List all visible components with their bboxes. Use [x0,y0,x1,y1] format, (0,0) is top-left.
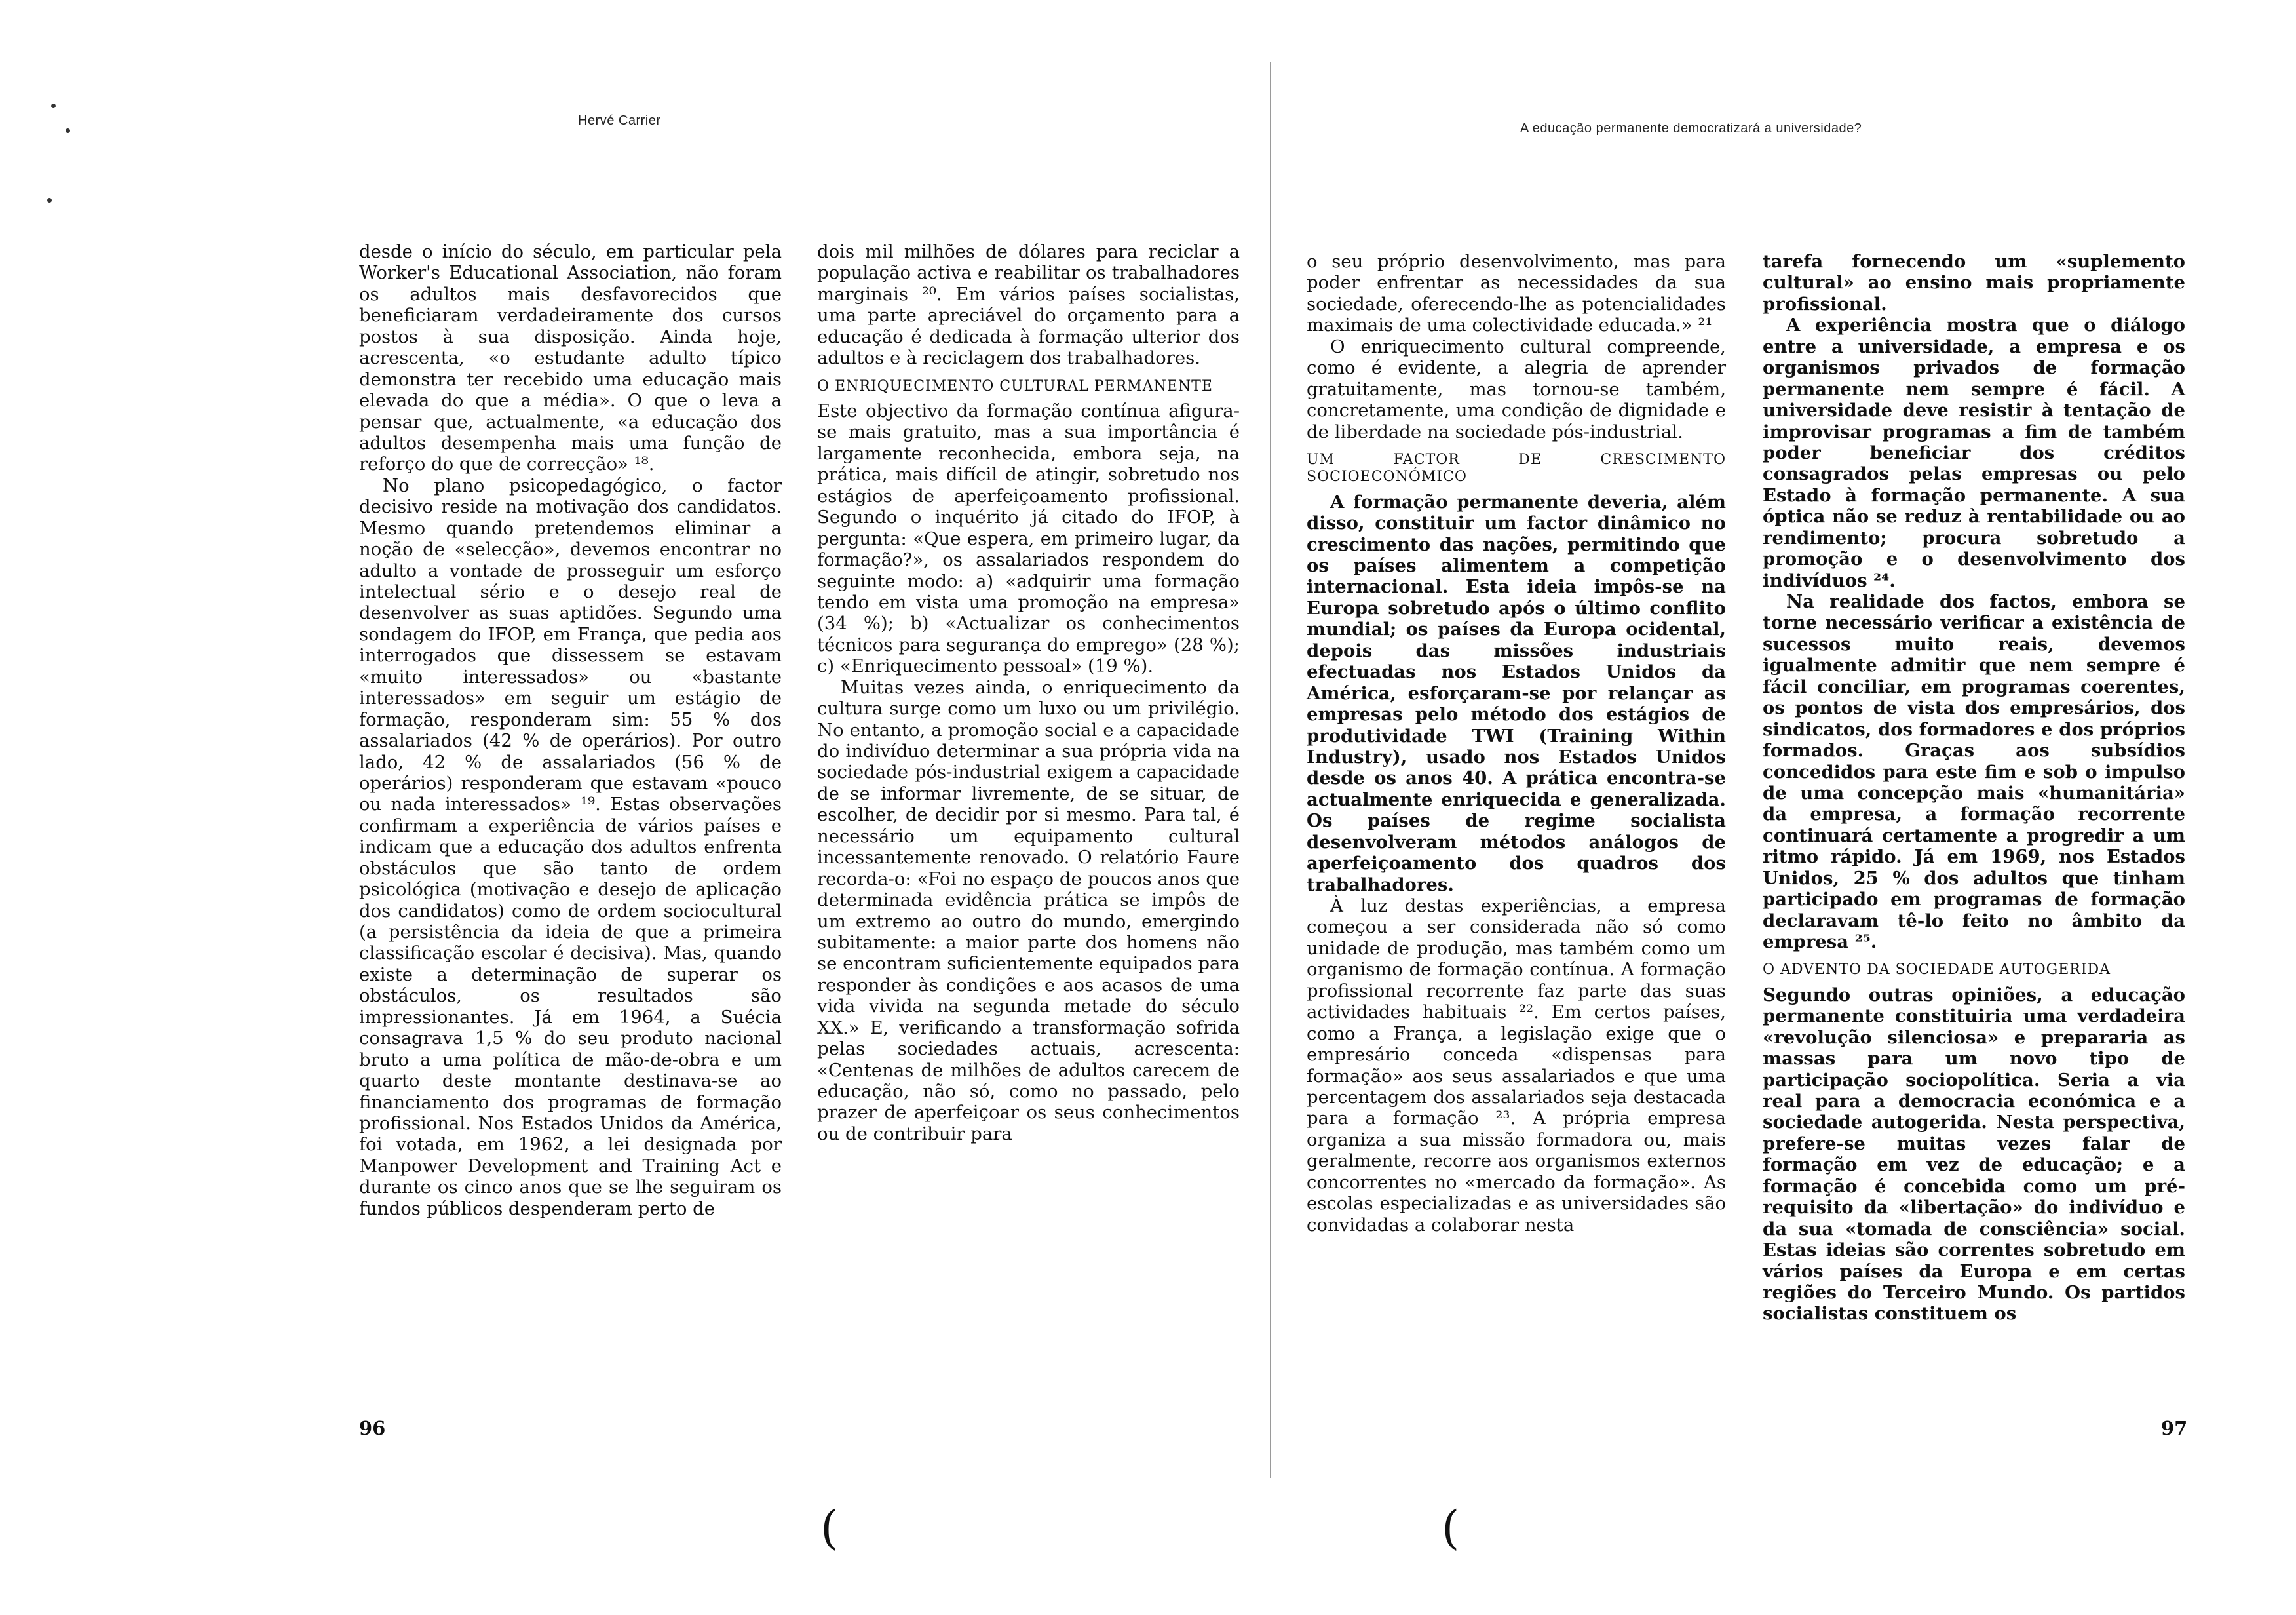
right-column-2 [1763,251,2185,1325]
binding-mark: ( [1442,1501,1460,1555]
section-heading: UM FACTOR DE CRESCIMENTO SOCIOECONÓMICO [1307,451,1726,486]
page-number-right: 97 [2161,1417,2188,1439]
section-heading: O ENRIQUECIMENTO CULTURAL PERMANENTE [817,378,1213,395]
page-gutter [1270,62,1271,1478]
binding-mark: ( [820,1501,839,1555]
scan-speck [51,104,56,108]
paragraph: Muitas vezes ainda, o enriquecimento da cultura surge como um luxo ou um privilégio. No entanto, a promoção social e a capacidade do indivíduo determinar a sua própria vida na sociedade pós-industrial exigem a capacidade de se informar livremente, de se situar, de escolher, de decidir por si mesmo. Para tal, é necessário um equipamento cultural incessantemente renovado. O relatório Faure recorda-o: «Foi no espaço de poucos anos que determinada evidência prática se impôs de um extremo ao outro do mundo, emergindo subitamente: a maior parte dos homens não se encontram suficientemente equipados para responder às condições e aos acasos de uma vida vivida na segunda metade do século XX.» E, verificando a transformação sofrida pelas sociedades actuais, acrescenta: «Centenas de milhões de adultos carecem de educação, não só, como no passado, pelo prazer de aperfeiçoar os seus conhecimentos ou de contribuir para [817,676,1240,1144]
paragraph: À luz destas experiências, a empresa começou a ser considerada não só como unidade de produção, mas também como um organismo de formação contínua. A formação profissional recorrente faz parte das suas actividades habituais ²². Em certos países, como a França, a legislação exige que o empresário conceda «dispensas para formação» aos seus assalariados e que uma percentagem dos assalariados seja destacada para a formação ²³. A própria empresa organiza a sua missão formadora ou, mais geralmente, recorre aos organismos externos concorrentes no «mercado da formação». As escolas especializadas e as universidades são convidadas a colaborar nesta [1307,895,1726,1236]
left-column-1 [359,241,782,1219]
scan-speck [66,128,70,133]
paragraph: o seu próprio desenvolvimento, mas para poder enfrentar as necessidades da sua sociedade, oferecendo-lhe as potencialidades maximais de uma colectividade educada.» ²¹ [1307,251,1726,336]
paragraph: tarefa fornecendo um «suplemento cultural» ao ensino mais propriamente profissional. [1763,251,2185,315]
scan-speck [47,198,52,203]
paragraph: Este objectivo da formação contínua afigura-se mais gratuito, mas a sua importância é largamente reconhecida, embora seja, na prática, mais difícil de atingir, sobretudo nos estágios de aperfeiçoamento profissional. Segundo o inquérito já citado do IFOP, à pergunta: «Que espera, em primeiro lugar, da formação?», os assalariados respondem do seguinte modo: a) «adquirir uma formação tendo em vista uma promoção na empresa» (34 %); b) «Actualizar os conhecimentos técnicos para segurança do emprego» (28 %); c) «Enriquecimento pessoal» (19 %). [817,400,1240,677]
paragraph: Segundo outras opiniões, a educação permanente constituiria uma verdadeira «revolução silenciosa» e prepararia as massas para um novo tipo de participação sociopolítica. Seria a via real para a democracia económica e a sociedade autogerida. Nesta perspectiva, prefere-se muitas vezes falar de formação em vez de educação; e a formação é concebida como um pré-requisito da «libertação» do indivíduo e da sua «tomada de consciência» social. Estas ideias são correntes sobretudo em vários países da Europa e em certas regiões do Terceiro Mundo. Os partidos socialistas constituem os [1763,984,2185,1325]
paragraph: Na realidade dos factos, embora se torne necessário verificar a existência de sucessos muito reais, devemos igualmente admitir que nem sempre é fácil conciliar, em programas coerentes, os pontos de vista dos empresários, dos sindicatos, dos formadores e dos próprios formados. Graças aos subsídios concedidos para este fim e sob o impulso de uma concepção mais «humanitária» da empresa, a formação recorrente continuará certamente a progredir a um ritmo rápido. Já em 1969, nos Estados Unidos, 25 % dos adultos que tinham participado em programas de formação declaravam tê-lo feito no âmbito da empresa ²⁵. [1763,591,2185,952]
paragraph: A formação permanente deveria, além disso, constituir um factor dinâmico no crescimento das nações, permitindo que os países alimentem a competição internacional. Esta ideia impôs-se na Europa sobretudo após o último conflito mundial; os países da Europa ocidental, depois das missões industriais efectuadas nos Estados Unidos da América, esforçaram-se por relançar as empresas pelo método dos estágios de produtividade TWI (Training Within Industry), usado nos Estados Unidos desde os anos 40. A prática encontra-se actualmente enriquecida e generalizada. Os países de regime socialista desenvolveram métodos análogos de aperfeiçoamento dos quadros dos trabalhadores. [1307,491,1726,895]
running-head-right: A educação permanente democratizará a universidade? [1520,121,1862,136]
paragraph: O enriquecimento cultural compreende, como é evidente, a alegria de aprender gratuitamente, mas tornou-se também, concretamente, uma condição de dignidade e de liberdade na sociedade pós-industrial. [1307,336,1726,442]
left-column-2 [817,241,1240,1144]
page-number-left: 96 [359,1417,386,1439]
paragraph: A experiência mostra que o diálogo entre a universidade, a empresa e os organismos privados de formação permanente nem sempre é fácil. A universidade deve resistir à tentação de improvisar programas a fim de também poder beneficiar dos créditos consagrados pelas empresas ou pelo Estado à formação permanente. A sua óptica não se reduz à rentabilidade ou ao rendimento; procura sobretudo a promoção e o desenvolvimento dos indivíduos ²⁴. [1763,315,2185,591]
paragraph: No plano psicopedagógico, o factor decisivo reside na motivação dos candidatos. Mesmo quando pretendemos eliminar a noção de «selecção», devemos encontrar no adulto a vontade de prosseguir um esforço intelectual sério e o desejo real de desenvolver as suas aptidões. Segundo uma sondagem do IFOP, em França, que pedia aos interrogados que dissessem se estavam «muito interessados» ou «bastante interessados» em seguir um estágio de formação, responderam sim: 55 % dos assalariados (42 % de operários). Por outro lado, 42 % de assalariados (56 % de operários) responderam que estavam «pouco ou nada interessados» ¹⁹. Estas observações confirmam a experiência de vários países e indicam que a educação dos adultos enfrenta obstáculos que são tanto de ordem psicológica (motivação e desejo de aplicação dos candidatos) como de ordem sociocultural (a persistência da ideia de que a primeira classificação escolar é decisiva). Mas, quando existe a determinação de superar os obstáculos, os resultados são impressionantes. Já em 1964, a Suécia consagrava 1,5 % do seu produto nacional bruto a uma política de mão-de-obra e um quarto deste montante destinava-se ao financiamento dos programas de formação profissional. Nos Estados Unidos da América, foi votada, em 1962, a lei designada por Manpower Development and Training Act e durante os cinco anos que se lhe seguiram os fundos públicos despenderam perto de [359,475,782,1219]
running-head-left: Hervé Carrier [578,113,661,128]
paragraph: dois mil milhões de dólares para reciclar a população activa e reabilitar os trabalhadores marginais ²⁰. Em vários países socialistas, uma parte apreciável do orçamento para a educação é dedicada à formação ulterior dos adultos e à reciclagem dos trabalhadores. [817,241,1240,369]
paragraph: desde o início do século, em particular pela Worker's Educational Association, não foram os adultos mais desfavorecidos que beneficiaram verdadeiramente dos cursos postos à sua disposição. Ainda hoje, acrescenta, «o estudante adulto típico demonstra ter recebido uma educação mais elevada do que a média». O que o leva a pensar que, actualmente, «a educação dos adultos desempenha mais uma função de reforço do que de correcção» ¹⁸. [359,241,782,475]
right-column-1 [1307,251,1726,1236]
section-heading: O ADVENTO DA SOCIEDADE AUTOGERIDA [1763,962,2111,979]
